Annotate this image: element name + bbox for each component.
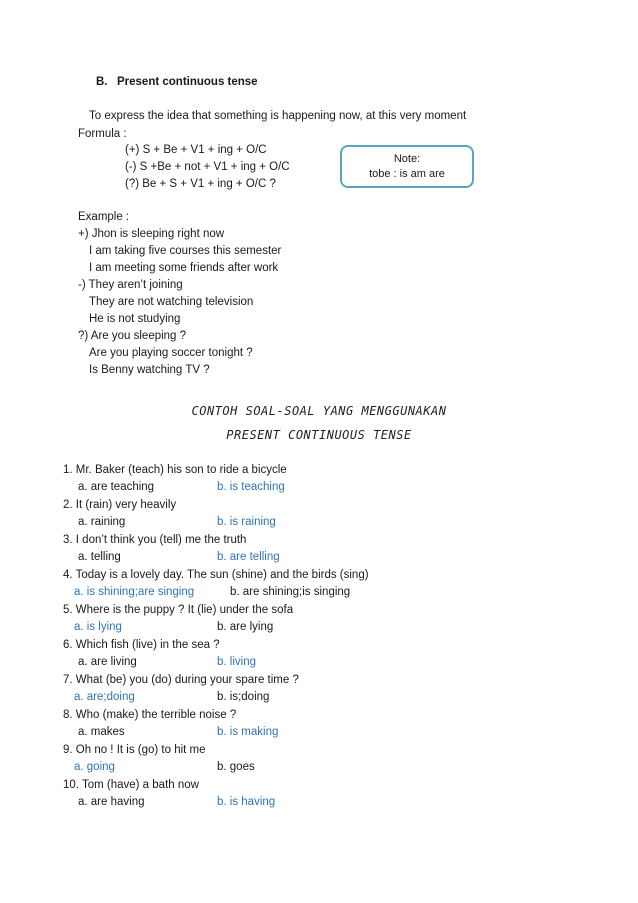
intro-text: To express the idea that something is happening now, at this very moment (89, 110, 467, 122)
question-text: 9. Oh no ! It is (go) to hit me (63, 744, 206, 756)
option-a: a. going (74, 761, 115, 773)
option-b: b. is raining (217, 516, 276, 528)
example-line: Is Benny watching TV ? (89, 364, 210, 376)
exercise-heading-line1: CONTOH SOAL-SOAL YANG MENGGUNAKAN (191, 404, 447, 418)
formula-line-question: (?) Be + S + V1 + ing + O/C ? (125, 178, 276, 190)
option-b: b. is teaching (217, 481, 285, 493)
question-text: 6. Which fish (live) in the sea ? (63, 639, 220, 651)
example-line: Are you playing soccer tonight ? (89, 347, 253, 359)
note-title: Note: (393, 153, 421, 165)
example-line: He is not studying (89, 313, 181, 325)
option-a: a. is shining;are singing (74, 586, 195, 598)
note-box (340, 145, 474, 188)
option-a: a. is lying (74, 621, 122, 633)
formula-label: Formula : (78, 128, 127, 140)
option-b: b. is;doing (217, 691, 270, 703)
option-a: a. telling (78, 551, 121, 563)
option-b: b. is having (217, 796, 276, 808)
option-b: b. is making (217, 726, 279, 738)
section-title: Present continuous tense (117, 76, 258, 88)
question-text: 2. It (rain) very heavily (63, 499, 177, 511)
option-a: a. raining (78, 516, 126, 528)
formula-line-positive: (+) S + Be + V1 + ing + O/C (125, 144, 267, 156)
option-a: a. are teaching (78, 481, 155, 493)
example-line: They are not watching television (89, 296, 254, 308)
option-a: a. makes (78, 726, 125, 738)
example-line: -) They aren’t joining (78, 279, 183, 291)
question-text: 8. Who (make) the terrible noise ? (63, 709, 237, 721)
example-line: I am taking five courses this semester (89, 245, 282, 257)
example-label: Example : (78, 211, 130, 223)
example-line: +) Jhon is sleeping right now (78, 228, 225, 240)
option-b: b. goes (217, 761, 255, 773)
note-text: tobe : is am are (369, 168, 445, 180)
option-b: b. are lying (217, 621, 274, 633)
option-a: a. are;doing (74, 691, 135, 703)
exercise-heading-line2: PRESENT CONTINUOUS TENSE (226, 428, 412, 442)
section-letter: B. (96, 76, 108, 88)
question-text: 4. Today is a lovely day. The sun (shine) and the birds (sing) (63, 569, 369, 581)
option-b: b. are telling (217, 551, 280, 563)
question-text: 10. Tom (have) a bath now (63, 779, 199, 791)
option-b: b. are shining;is singing (230, 586, 351, 598)
question-text: 5. Where is the puppy ? It (lie) under the sofa (63, 604, 294, 616)
formula-line-negative: (-) S +Be + not + V1 + ing + O/C (125, 161, 290, 173)
question-text: 3. I don’t think you (tell) me the truth (63, 534, 247, 546)
question-text: 7. What (be) you (do) during your spare time ? (63, 674, 299, 686)
option-a: a. are living (78, 656, 137, 668)
question-text: 1. Mr. Baker (teach) his son to ride a bicycle (63, 464, 287, 476)
example-line: I am meeting some friends after work (89, 262, 279, 274)
option-b: b. living (217, 656, 256, 668)
option-a: a. are having (78, 796, 145, 808)
example-line: ?) Are you sleeping ? (78, 330, 187, 342)
